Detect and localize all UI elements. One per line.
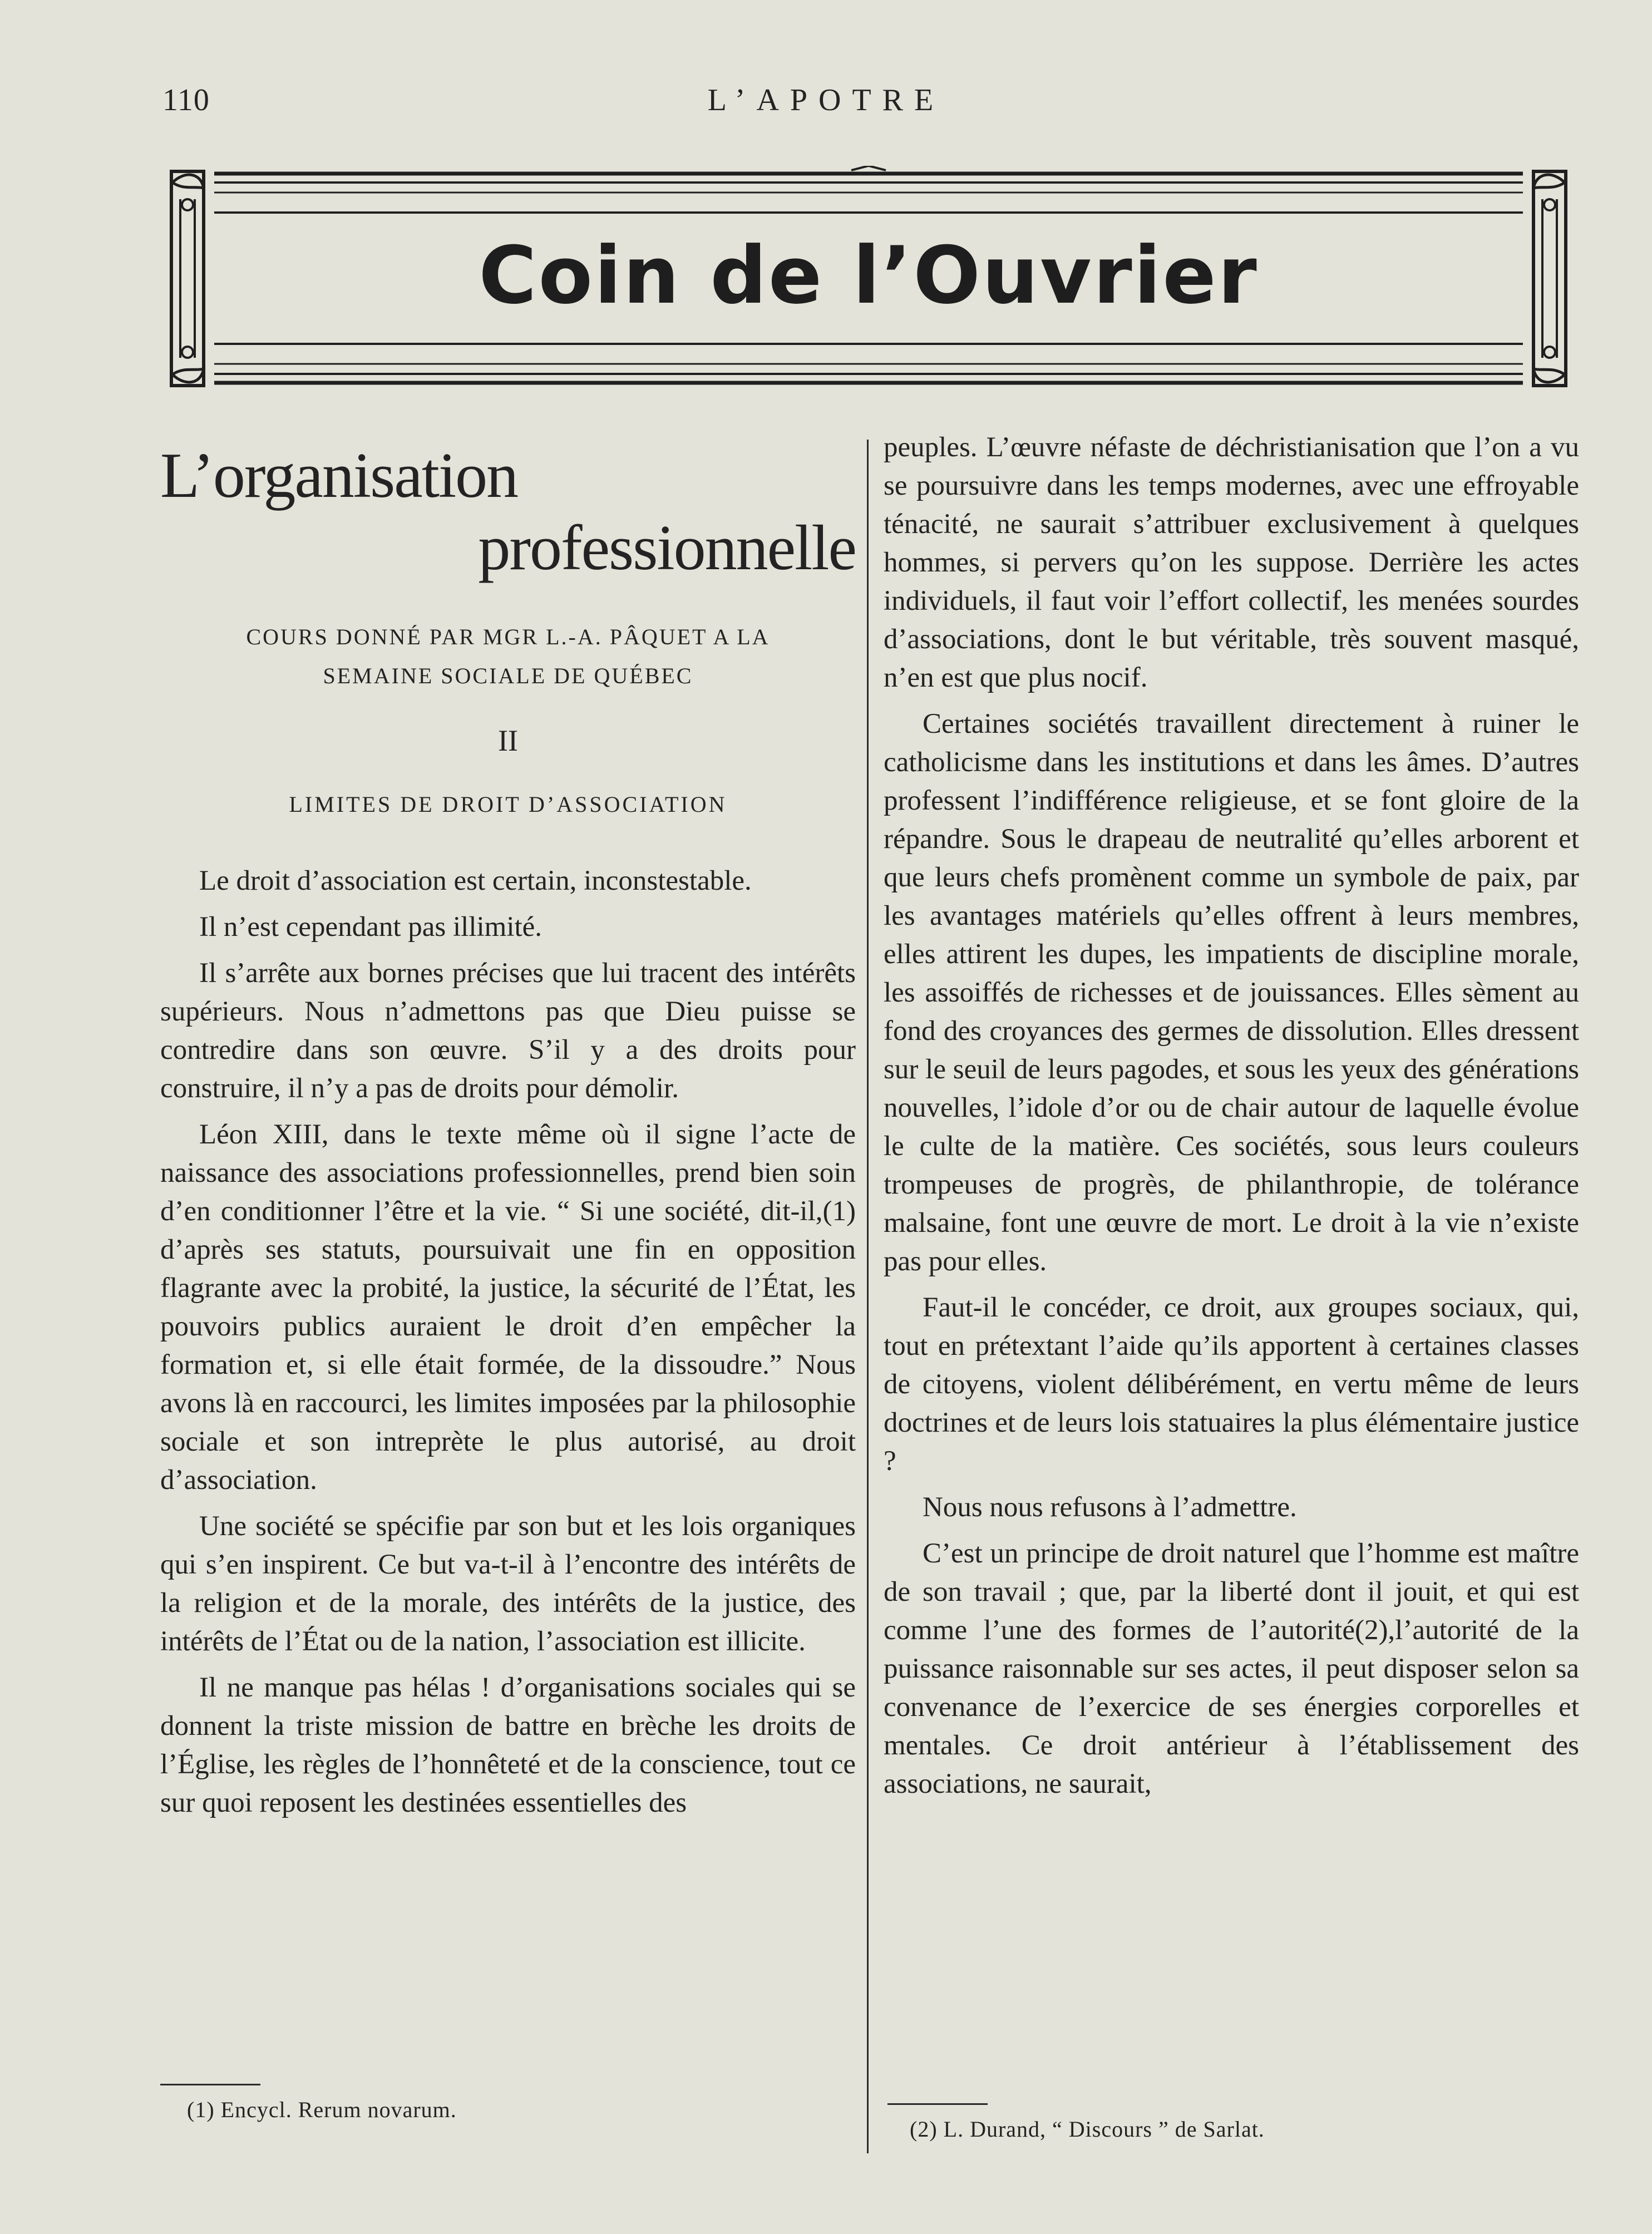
paragraph: Il n’est cependant pas illimité.: [199, 911, 543, 943]
article-title-line-1: L’organisation: [160, 440, 518, 511]
paragraph-continuation: peuples. L’œuvre néfaste de déchristianisation que l’on a vu se poursuivre dans les temps modernes, avec une effroyable ténacité, ne saurait s’attribuer exclusivement à quelques hommes, si pervers qu’on les suppose. Derrière les actes individuels, il faut voir l’effort collectif, les menées sourdes d’associations, dont le but véritable, très souvent masqué, n’en est que plus nocif.: [884, 432, 1579, 693]
footnote-rule: [887, 2103, 988, 2105]
byline-line-1: COURS DONNÉ PAR MGR L.-A. PÂQUET A LA: [246, 624, 770, 649]
paragraph: Une société se spécifie par son but et les lois organiques qui s’en inspirent. Ce but va-t-il à l’encontre des intérêts de la religion et de la morale, des intérêts de la justice, des intérêts de l’État ou de la nation, l’association est illicite.: [160, 1511, 856, 1657]
section-numeral: II: [498, 724, 518, 757]
footnote-right: [887, 2103, 1265, 2142]
section-banner: [161, 166, 1576, 391]
column-divider: [867, 440, 869, 2153]
right-column: [884, 428, 1579, 1811]
paragraph: Le droit d’association est certain, inconstestable.: [199, 865, 752, 896]
paragraph: Il ne manque pas hélas ! d’organisations sociales qui se donnent la triste mission de battre en brèche les droits de l’Église, les règles de l’honnêteté et de la conscience, tout ce sur quoi reposent les destinées essentielles des: [160, 1672, 856, 1818]
paragraph: C’est un principe de droit naturel que l’homme est maître de son travail ; que, par la liberté dont il jouit, et qui est comme l’une des formes de l’autorité(2),l’autorité de la puissance raisonnable sur ses actes, il peut disposer selon sa convenance de l’exercice de ses énergies corporelles et mentales. Ce droit antérieur à l’établissement des associations, ne saurait,: [884, 1538, 1579, 1799]
footnote-left: [160, 2084, 457, 2123]
page-number: 110: [162, 83, 210, 117]
section-heading: LIMITES DE DROIT D’ASSOCIATION: [289, 792, 727, 817]
paragraph: Nous nous refusons à l’admettre.: [923, 1492, 1297, 1523]
footnote-text: (2) L. Durand, “ Discours ” de Sarlat.: [910, 2117, 1265, 2142]
left-column: [160, 428, 856, 1830]
running-head: [0, 82, 1652, 127]
paragraph: Il s’arrête aux bornes précises que lui tracent des intérêts supérieurs. Nous n’admettons pas que Dieu puisse se contredire dans son œuvre. S’il y a des droits pour construire, il n’y a pas de droits pour démolir.: [160, 958, 856, 1104]
footnote-rule: [160, 2084, 260, 2085]
footnote-text: (1) Encycl. Rerum novarum.: [187, 2097, 457, 2122]
paragraph: Léon XIII, dans le texte même où il signe l’acte de naissance des associations professionnelles, prend bien soin d’en conditionner l’être et la vie. “ Si une société, dit-il,(1) d’après ses statuts, poursuivait une fin en opposition flagrante avec la probité, la justice, la sécurité de l’État, les pouvoirs publics auraient le droit d’en empêcher la formation et, si elle était formée, de la dissoudre.” Nous avons là en raccourci, les limites imposées par la philosophie sociale et son intreprète le plus autorisé, au droit d’association.: [160, 1119, 856, 1496]
journal-title: L’APOTRE: [707, 83, 945, 117]
banner-title: Coin de l’Ouvrier: [479, 230, 1259, 322]
byline-line-2: SEMAINE SOCIALE DE QUÉBEC: [323, 663, 693, 688]
paragraph: Faut-il le concéder, ce droit, aux groupes sociaux, qui, tout en prétextant l’aide qu’ils apportent à certaines classes de citoyens, violent délibérément, en vertu même de leurs doctrines et de leurs lois statuaires la plus élémentaire justice ?: [884, 1292, 1579, 1477]
paragraph: Certaines sociétés travaillent directement à ruiner le catholicisme dans les institutions et dans les âmes. D’autres professent l’indifférence religieuse, et se font gloire de la répandre. Sous le drapeau de neutralité qu’elles arborent et que leurs chefs promènent comme un symbole de paix, par les avantages matériels qu’elles offrent à leurs membres, elles attirent les dupes, les impatients de discipline morale, les assoiffés de richesses et de jouissances. Elles sèment au fond des croyances des germes de dissolution. Elles dressent sur le seuil de leurs pagodes, et sous les yeux des générations nouvelles, l’idole d’or ou de chair autour de laquelle évolue le culte de la matière. Ces sociétés, sous leurs couleurs trompeuses de progrès, de philanthropie, de tolérance malsaine, font une œuvre de mort. Le droit à la vie n’existe pas pour elles.: [884, 708, 1579, 1277]
article-title-line-2: professionnelle: [478, 512, 856, 584]
